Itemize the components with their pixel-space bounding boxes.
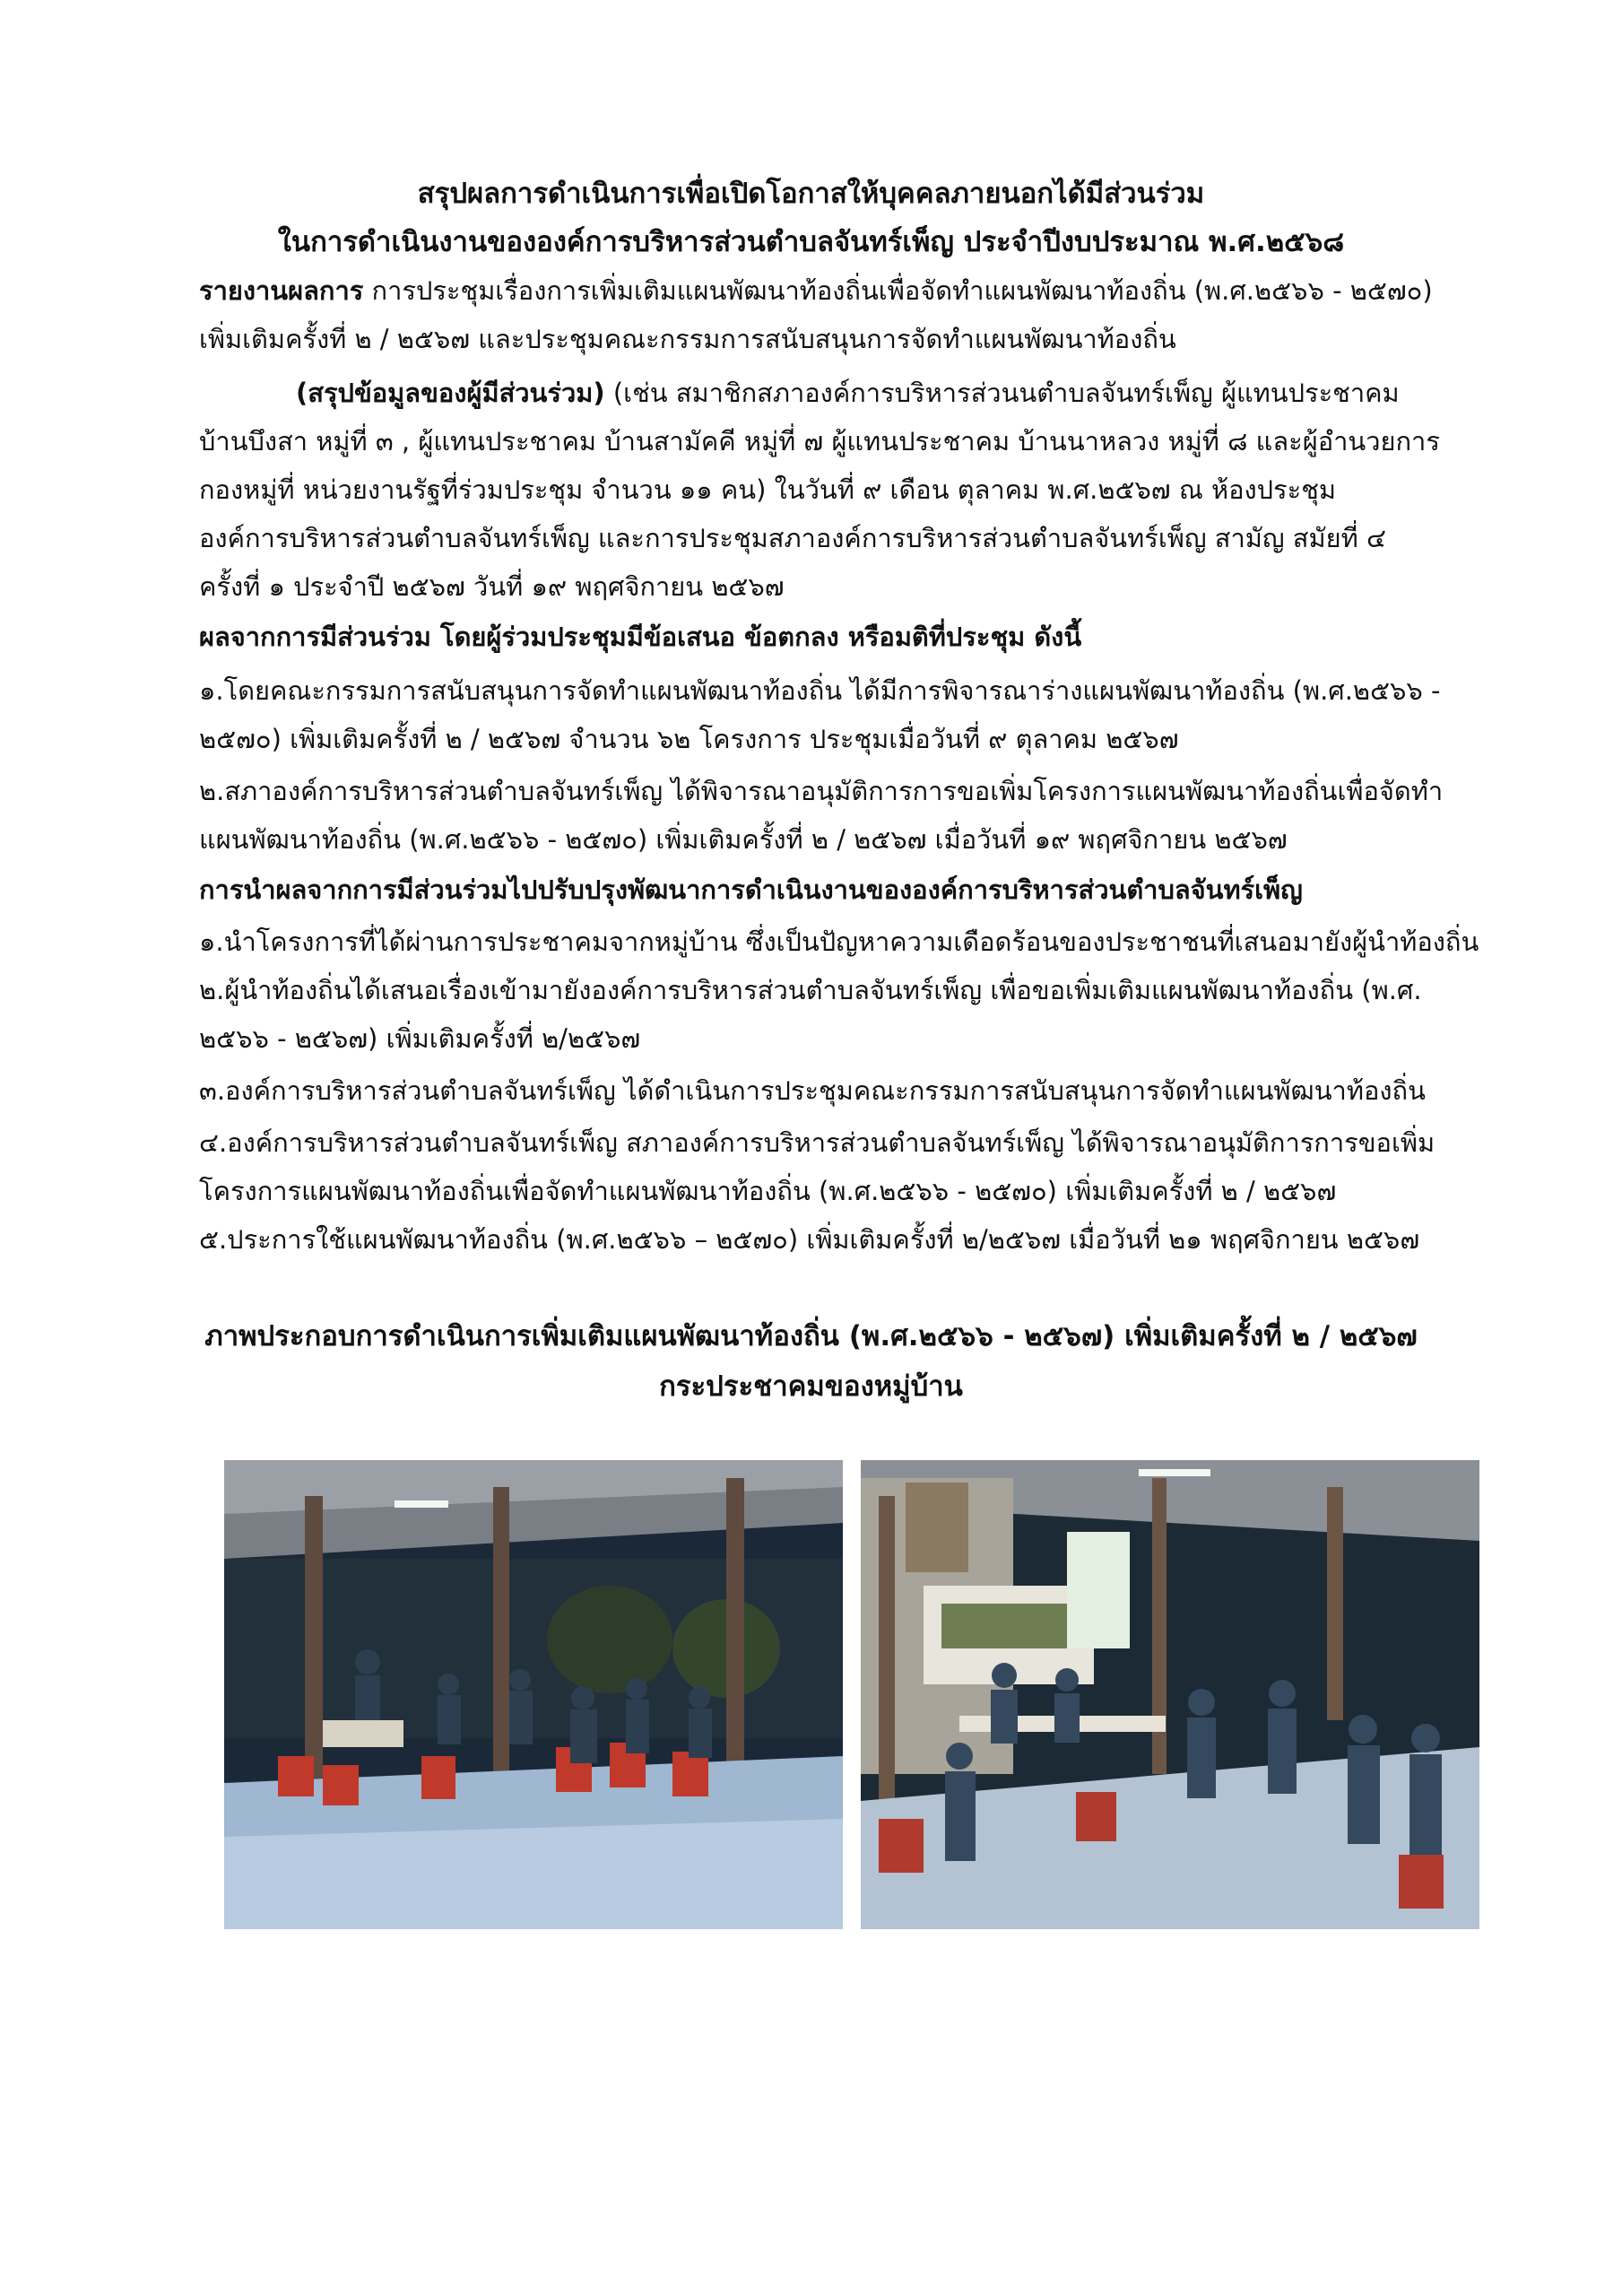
improvement-line3: ๒๕๖๖ - ๒๕๖๗) เพิ่มเติมครั้งที่ ๒/๒๕๖๗	[199, 1023, 641, 1054]
improvement-line6: โครงการแผนพัฒนาท้องถิ่นเพื่อจัดทำแผนพัฒนาท้องถิ่น (พ.ศ.๒๕๖๖ - ๒๕๗๐) เพิ่มเติมครั้งที่ ๒ / ๒๕๖๗	[199, 1176, 1337, 1206]
document-title-line1: สรุปผลการดำเนินการเพื่อเปิดโอกาสให้บุคคลภายนอกได้มีส่วนร่วม	[417, 178, 1205, 210]
results-line3: ๒.สภาองค์การบริหารส่วนตำบลจันทร์เพ็ญ ได้พิจารณาอนุมัติการการขอเพิ่มโครงการแผนพัฒนาท้องถิ่นเพื่อจัดทำ	[199, 776, 1444, 806]
report-label: รายงานผลการ	[199, 275, 364, 306]
participants-text: (เช่น สมาชิกสภาองค์การบริหารส่วนนตำบลจันทร์เพ็ญ ผู้แทนประชาคม	[604, 378, 1400, 408]
participants-line3: กองหมู่ที่ หน่วยงานรัฐที่ร่วมประชุม จำนวน ๑๑ คน) ในวันที่ ๙ เดือน ตุลาคม พ.ศ.๒๕๖๗ ณ ห้องประชุม	[199, 474, 1336, 505]
document-title-line2: ในการดำเนินงานขององค์การบริหารส่วนตำบลจันทร์เพ็ญ ประจำปีงบประมาณ พ.ศ.๒๕๖๘	[277, 226, 1345, 258]
participants-line1	[296, 375, 1400, 411]
improvement-heading: การนำผลจากการมีส่วนร่วมไปปรับปรุงพัฒนาการดำเนินงานขององค์การบริหารส่วนตำบลจันทร์เพ็ญ	[199, 874, 1303, 905]
participants-line5: ครั้งที่ ๑ ประจำปี ๒๕๖๗ วันที่ ๑๙ พฤศจิกายน ๒๕๖๗	[199, 571, 785, 602]
report-text: การประชุมเรื่องการเพิ่มเติมแผนพัฒนาท้องถิ่นเพื่อจัดทำแผนพัฒนาท้องถิ่น (พ.ศ.๒๕๖๖ - ๒๕๗๐)	[363, 275, 1433, 306]
village-meeting-photo-right	[861, 1460, 1479, 1929]
results-line1: ๑.โดยคณะกรรมการสนับสนุนการจัดทำแผนพัฒนาท้องถิ่น ได้มีการพิจารณาร่างแผนพัฒนาท้องถิ่น (พ.ศ.๒๕๖๖ -	[199, 675, 1441, 706]
improvement-line2: ๒.ผู้นำท้องถิ่นได้เสนอเรื่องเข้ามายังองค์การบริหารส่วนตำบลจันทร์เพ็ญ เพื่อขอเพิ่มเติมแผนพัฒนาท้องถิ่น (พ.ศ.	[199, 975, 1422, 1005]
participants-line4: องค์การบริหารส่วนตำบลจันทร์เพ็ญ และการประชุมสภาองค์การบริหารส่วนตำบลจันทร์เพ็ญ สามัญ สมัยที่ ๔	[199, 523, 1386, 553]
results-heading: ผลจากการมีส่วนร่วม โดยผู้ร่วมประชุมมีข้อเสนอ ข้อตกลง หรือมติที่ประชุม ดังนี้	[199, 622, 1082, 652]
report-line1	[199, 273, 1433, 309]
photo-caption-line1: ภาพประกอบการดำเนินการเพิ่มเติมแผนพัฒนาท้องถิ่น (พ.ศ.๒๕๖๖ - ๒๕๖๗) เพิ่มเติมครั้งที่ ๒ / ๒๕๖๗	[204, 1320, 1418, 1352]
improvement-line7: ๕.ประการใช้แผนพัฒนาท้องถิ่น (พ.ศ.๒๕๖๖ – ๒๕๗๐) เพิ่มเติมครั้งที่ ๒/๒๕๖๗ เมื่อวันที่ ๒๑ พฤศจิกายน ๒๕๖๗	[199, 1224, 1420, 1255]
report-line2: เพิ่มเติมครั้งที่ ๒ / ๒๕๖๗ และประชุมคณะกรรมการสนับสนุนการจัดทำแผนพัฒนาท้องถิ่น	[199, 324, 1176, 354]
results-line2: ๒๕๗๐) เพิ่มเติมครั้งที่ ๒ / ๒๕๖๗ จำนวน ๖๒ โครงการ ประชุมเมื่อวันที่ ๙ ตุลาคม ๒๕๖๗	[199, 724, 1179, 754]
improvement-line5: ๔.องค์การบริหารส่วนตำบลจันทร์เพ็ญ สภาองค์การบริหารส่วนตำบลจันทร์เพ็ญ ได้พิจารณาอนุมัติการการขอเพิ่ม	[199, 1127, 1436, 1158]
village-meeting-photo-left	[224, 1460, 843, 1929]
improvement-line1: ๑.นำโครงการที่ได้ผ่านการประชาคมจากหมู่บ้าน ซึ่งเป็นปัญหาความเดือดร้อนของประชาชนที่เสนอมายังผู้นำท้องถิ่น	[199, 926, 1479, 957]
participants-line2: บ้านบึงสา หมู่ที่ ๓ , ผู้แทนประชาคม บ้านสามัคคี หมู่ที่ ๗ ผู้แทนประชาคม บ้านนาหลวง หมู่ที่ ๘ และผู้อำนวยการ	[199, 426, 1440, 457]
results-line4: แผนพัฒนาท้องถิ่น (พ.ศ.๒๕๖๖ - ๒๕๗๐) เพิ่มเติมครั้งที่ ๒ / ๒๕๖๗ เมื่อวันที่ ๑๙ พฤศจิกายน ๒๕๖๗	[199, 824, 1288, 855]
photo-caption-line2: กระประชาคมของหมู่บ้าน	[659, 1370, 963, 1403]
participants-label: (สรุปข้อมูลของผู้มีส่วนร่วม)	[296, 378, 605, 408]
improvement-line4: ๓.องค์การบริหารส่วนตำบลจันทร์เพ็ญ ได้ดำเนินการประชุมคณะกรรมการสนับสนุนการจัดทำแผนพัฒนาท้องถิ่น	[199, 1075, 1426, 1106]
